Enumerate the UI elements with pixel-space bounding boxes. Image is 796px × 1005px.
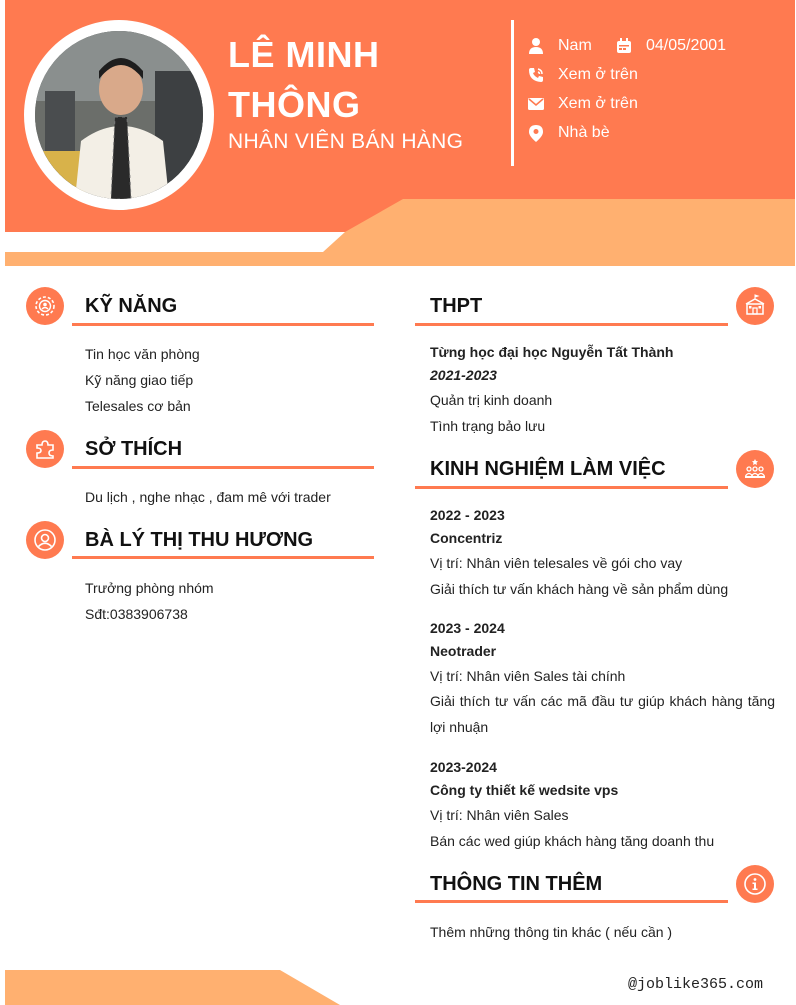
reference-phone: Sđt:0383906738 bbox=[85, 606, 188, 622]
footer-decoration bbox=[5, 970, 345, 1005]
job-position: Vị trí: Nhân viên Sales tài chính bbox=[430, 668, 626, 684]
job-description: Bán các wed giúp khách hàng tăng doanh thu bbox=[430, 833, 715, 849]
hobbies-text: Du lịch , nghe nhạc , đam mê với trader bbox=[85, 489, 331, 505]
envelope-icon bbox=[528, 96, 544, 112]
birthdate-row bbox=[616, 37, 726, 55]
skills-title: KỸ NĂNG bbox=[85, 295, 178, 317]
email-value: Xem ở trên bbox=[558, 95, 638, 112]
gender-row bbox=[528, 37, 592, 55]
job-company: Công ty thiết kế wedsite vps bbox=[430, 782, 619, 798]
info-icon bbox=[736, 865, 774, 903]
phone-icon bbox=[528, 67, 544, 83]
calendar-icon bbox=[616, 38, 632, 54]
full-name: LÊ MINH THÔNG bbox=[228, 34, 380, 125]
education-underline bbox=[415, 323, 728, 326]
education-title: THPT bbox=[430, 295, 483, 317]
skills-underline bbox=[72, 323, 374, 326]
education-period: 2021-2023 bbox=[430, 367, 497, 383]
education-major: Quản trị kinh doanh bbox=[430, 392, 553, 408]
hobbies-title: SỞ THÍCH bbox=[85, 438, 183, 460]
job-period: 2022 - 2023 bbox=[430, 507, 505, 523]
extra-underline bbox=[415, 900, 728, 903]
job-period: 2023 - 2024 bbox=[430, 620, 505, 636]
extra-text: Thêm những thông tin khác ( nếu cần ) bbox=[430, 924, 673, 940]
address-value: Nhà bè bbox=[558, 124, 610, 141]
skill-item: Telesales cơ bản bbox=[85, 398, 191, 414]
experience-underline bbox=[415, 486, 728, 489]
job-description: Giải thích tư vấn các mã đầu tư giúp khách hàng tăng lợi nhuận bbox=[430, 693, 775, 735]
team-icon bbox=[736, 450, 774, 488]
watermark: @joblike365.com bbox=[628, 976, 764, 993]
extra-title: THÔNG TIN THÊM bbox=[430, 873, 603, 895]
job-period: 2023-2024 bbox=[430, 759, 497, 775]
hobbies-underline bbox=[72, 466, 374, 469]
job-title: NHÂN VIÊN BÁN HÀNG bbox=[228, 130, 464, 153]
job-position: Vị trí: Nhân viên telesales về gói cho vay bbox=[430, 555, 683, 571]
experience-title: KINH NGHIỆM LÀM VIỆC bbox=[430, 458, 666, 480]
avatar bbox=[24, 20, 214, 210]
education-status: Tình trạng bảo lưu bbox=[430, 418, 546, 434]
reference-title: BÀ LÝ THỊ THU HƯƠNG bbox=[85, 529, 314, 551]
email-row bbox=[528, 95, 638, 113]
birthdate-value: 04/05/2001 bbox=[646, 37, 727, 54]
job-position: Vị trí: Nhân viên Sales bbox=[430, 807, 569, 823]
school-name: Từng học đại học Nguyễn Tất Thành bbox=[430, 344, 674, 360]
gender-value: Nam bbox=[558, 37, 592, 54]
gear-icon bbox=[26, 287, 64, 325]
profile-photo bbox=[35, 31, 203, 199]
reference-role: Trưởng phòng nhóm bbox=[85, 580, 214, 596]
job-company: Neotrader bbox=[430, 643, 497, 659]
reference-underline bbox=[72, 556, 374, 559]
skill-item: Tin học văn phòng bbox=[85, 346, 200, 362]
address-row bbox=[528, 124, 610, 142]
map-pin-icon bbox=[528, 125, 544, 141]
phone-value: Xem ở trên bbox=[558, 66, 638, 83]
phone-row bbox=[528, 66, 638, 84]
user-icon bbox=[26, 521, 64, 559]
job-description: Giải thích tư vấn khách hàng về sản phẩm dùng bbox=[430, 581, 729, 597]
divider bbox=[511, 20, 514, 166]
job-company: Concentriz bbox=[430, 530, 503, 546]
person-icon bbox=[528, 38, 544, 54]
school-icon bbox=[736, 287, 774, 325]
skill-item: Kỹ năng giao tiếp bbox=[85, 372, 194, 388]
puzzle-icon bbox=[26, 430, 64, 468]
